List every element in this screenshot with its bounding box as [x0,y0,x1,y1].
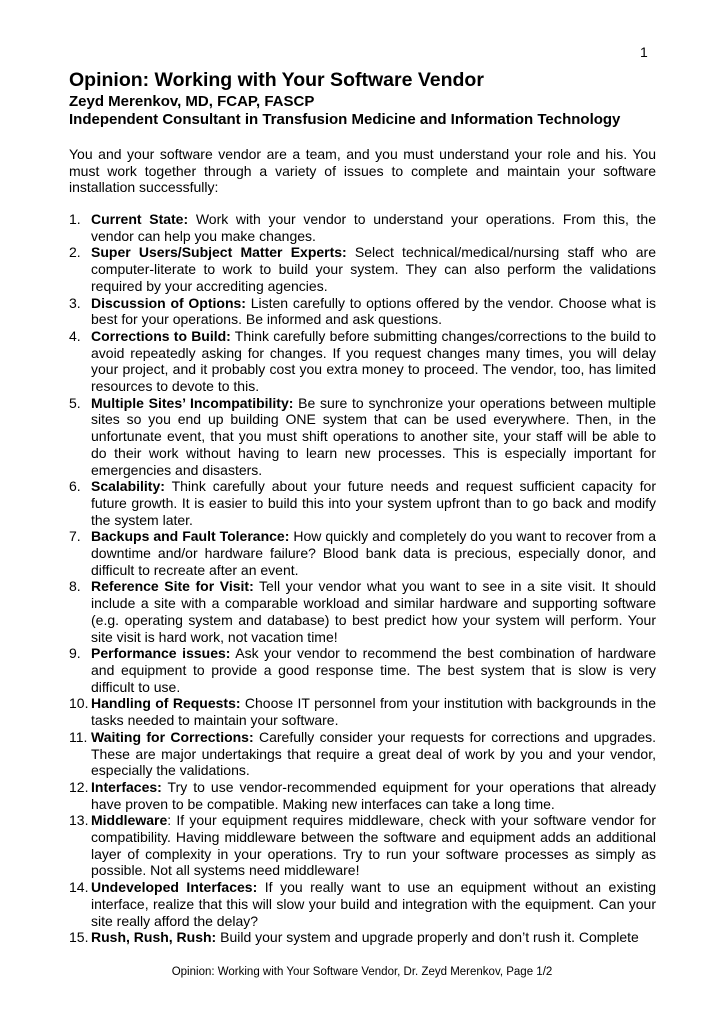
item-label: Discussion of Options: [91,294,246,311]
list-item [69,478,656,528]
item-text: Tell your vendor what you want to see in a site visit. It should include a site with a comparable workload and similar hardware and supporting software (e.g. operating system and database) to best predict how your system will perform. Your site visit is hard work, not vacation time! [91,578,656,645]
item-text: Ask your vendor to recommend the best combination of hardware and equipment to provide a good response time. The best system that is slow is very difficult to use. [91,645,656,695]
item-label: Rush, Rush, Rush: [91,929,217,946]
document-title: Opinion: Working with Your Software Vendor [69,69,484,91]
item-label: Reference Site for Visit: [91,578,254,595]
item-number: 13. [69,812,89,829]
list-item [69,929,656,946]
item-number: 15. [69,929,89,946]
item-label: Corrections to Build: [91,327,231,344]
item-label: Undeveloped Interfaces: [91,879,258,896]
item-text: Build your system and upgrade properly and don’t rush it. Complete [216,929,639,946]
list-item [69,328,656,395]
item-text: Think carefully before submitting changes/corrections to the build to avoid repeatedly asking for changes. If you request changes many times, you will delay your project, and it probably cost you extra money to proceed. The vendor, too, has limited resources to devote to this. [91,327,656,395]
item-text: : If your equipment requires middleware, check with your software vendor for compatibility. Having middleware between the software and equipment adds an additional layer of complexity in your operations. Try to run your software processes as simply as possible. Not all systems need middleware! [91,812,656,879]
list-item [69,295,656,328]
item-text: Be sure to synchronize your operations between multiple sites so you end up building ONE system that can be used everywhere. Then, in the unfortunate event, that you must shift operations to another site, your staff will be able to do their work without having to learn new processes. This is especially important for emergencies and disasters. [91,394,656,478]
page-number: 1 [640,44,648,60]
item-label: Waiting for Corrections: [91,728,254,745]
item-text: Carefully consider your requests for corrections and upgrades. These are major undertakings that require a great deal of work by you and your vendor, especially the validations. [91,728,657,779]
item-label: Scalability: [91,478,165,495]
item-text: Choose IT personnel from your institution with backgrounds in the tasks needed to maintain your software. [91,695,656,729]
item-number: 11. [69,728,88,745]
item-number: 6. [69,478,81,495]
item-text: If you really want to use an equipment without an existing interface, realize that this will slow your build and integration with the equipment. Can your site really afford the delay? [91,879,657,929]
item-number: 5. [69,394,81,411]
item-label: Current State: [91,211,189,227]
item-number: 2. [69,244,81,261]
item-label: Super Users/Subject Matter Experts: [91,244,347,261]
page-footer: Opinion: Working with Your Software Vendor, Dr. Zeyd Merenkov, Page 1/2 [171,966,553,978]
author-line: Zeyd Merenkov, MD, FCAP, FASCP [69,93,315,110]
affiliation-line: Independent Consultant in Transfusion Medicine and Information Technology [69,111,621,128]
list-item [69,578,656,645]
item-label: Backups and Fault Tolerance: [91,528,290,545]
item-text: Listen carefully to options offered by the vendor. Choose what is best for your operations. Be informed and ask questions. [91,294,656,328]
item-number: 3. [69,294,81,311]
list-item [69,779,656,812]
item-number: 8. [69,578,81,595]
intro-paragraph: You and your software vendor are a team, and you must understand your role and his. You must work together through a variety of issues to complete and maintain your software installation successfully: [69,146,656,196]
issues-list [69,211,656,946]
list-item [69,879,656,929]
item-text: Select technical/medical/nursing staff who are computer-literate to work to build your system. They can also perform the validations required by your accrediting agencies. [91,244,656,294]
item-label: Performance issues: [91,645,231,662]
item-number: 9. [69,645,81,662]
item-label: Interfaces: [91,778,162,795]
item-number: 1. [69,211,81,227]
list-item [69,695,656,728]
item-text: How quickly and completely do you want to recover from a downtime and/or hardware failure? Blood bank data is precious, especially donor, and difficult to recreate after an event. [91,528,656,578]
item-label: Handling of Requests: [91,695,241,712]
item-number: 10. [69,695,89,712]
item-text: Think carefully about your future needs and request sufficient capacity for future growth. It is easier to build this into your system upfront than to go back and modify the system later. [91,478,656,528]
list-item [69,395,656,479]
item-label: Middleware [91,812,168,829]
item-number: 14. [69,879,89,896]
list-item [69,729,656,779]
list-item [69,528,656,578]
item-number: 4. [69,327,81,344]
item-text: Try to use vendor-recommended equipment for your operations that already have proven to be compatible. Making new interfaces can take a long time. [91,778,656,812]
item-text: Work with your vendor to understand your operations. From this, the vendor can help you make changes. [91,211,656,244]
list-item [69,645,656,695]
item-number: 12. [69,778,89,795]
item-number: 7. [69,528,81,545]
list-item [69,812,656,879]
item-label: Multiple Sites’ Incompatibility: [91,394,294,411]
list-item [69,211,656,244]
list-item [69,244,656,294]
